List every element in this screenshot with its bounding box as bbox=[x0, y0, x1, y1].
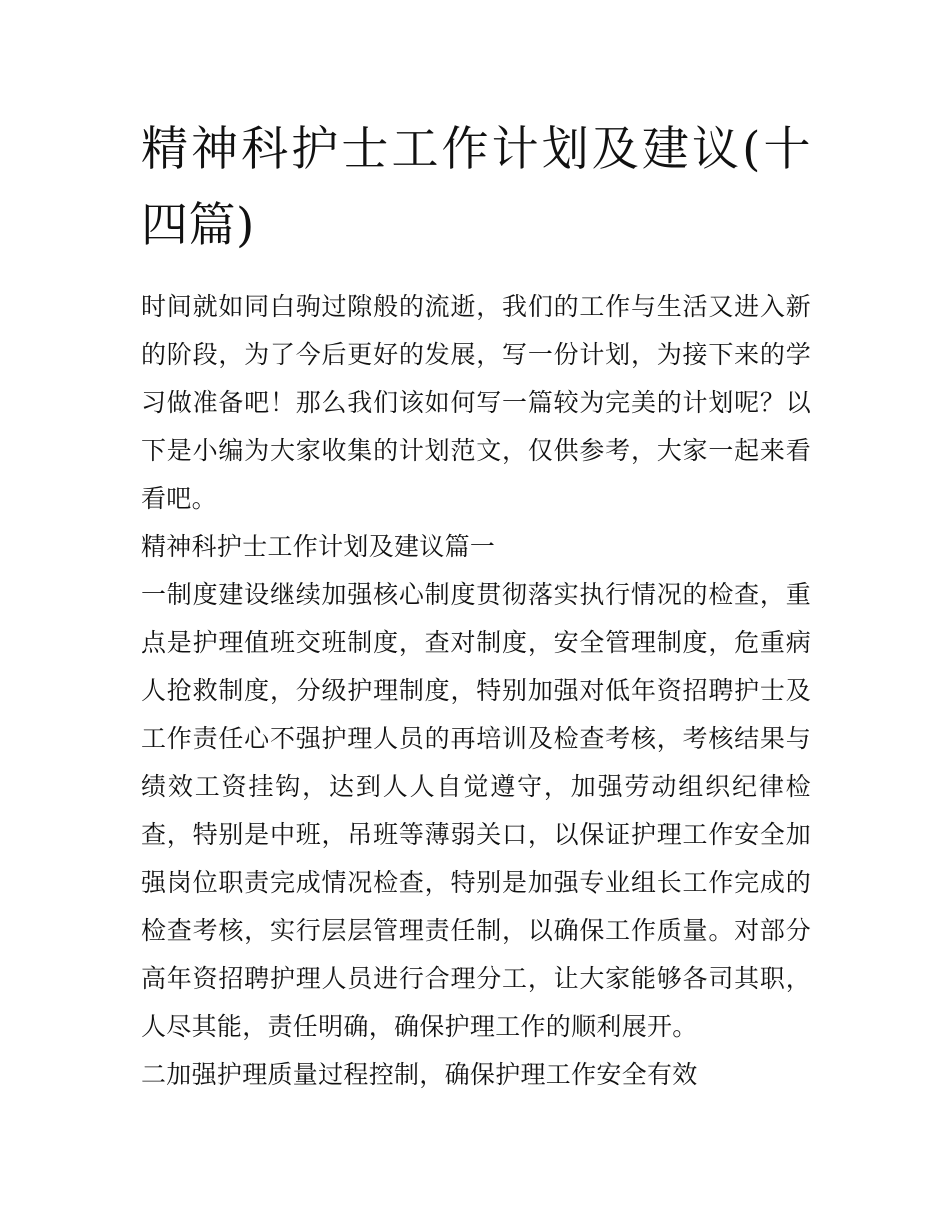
body-paragraph-1: 一制度建设继续加强核心制度贯彻落实执行情况的检查，重点是护理值班交班制度，查对制度，安全管理制度，危重病人抢救制度，分级护理制度，特别加强对低年资招聘护士及工作责任心不强护理人员的再培训及检查考核，考核结果与绩效工资挂钩，达到人人自觉遵守，加强劳动组织纪律检查，特别是中班，吊班等薄弱关口，以保证护理工作安全加强岗位职责完成情况检查，特别是加强专业组长工作完成的检查考核，实行层层管理责任制，以确保工作质量。对部分高年资招聘护理人员进行合理分工，让大家能够各司其职，人尽其能，责任明确，确保护理工作的顺利展开。 bbox=[141, 580, 811, 1041]
intro-paragraph: 时间就如同白驹过隙般的流逝，我们的工作与生活又进入新的阶段，为了今后更好的发展，写一份计划，为接下来的学习做准备吧！那么我们该如何写一篇较为完美的计划呢？以下是小编为大家收集的计划范文，仅供参考，大家一起来看看吧。 bbox=[141, 292, 811, 513]
document-title: 精神科护士工作计划及建议(十四篇) bbox=[141, 122, 811, 253]
body-paragraph-2: 二加强护理质量过程控制，确保护理工作安全有效 bbox=[141, 1060, 698, 1089]
section-heading: 精神科护士工作计划及建议篇一 bbox=[141, 532, 496, 561]
document-body bbox=[141, 112, 811, 1099]
